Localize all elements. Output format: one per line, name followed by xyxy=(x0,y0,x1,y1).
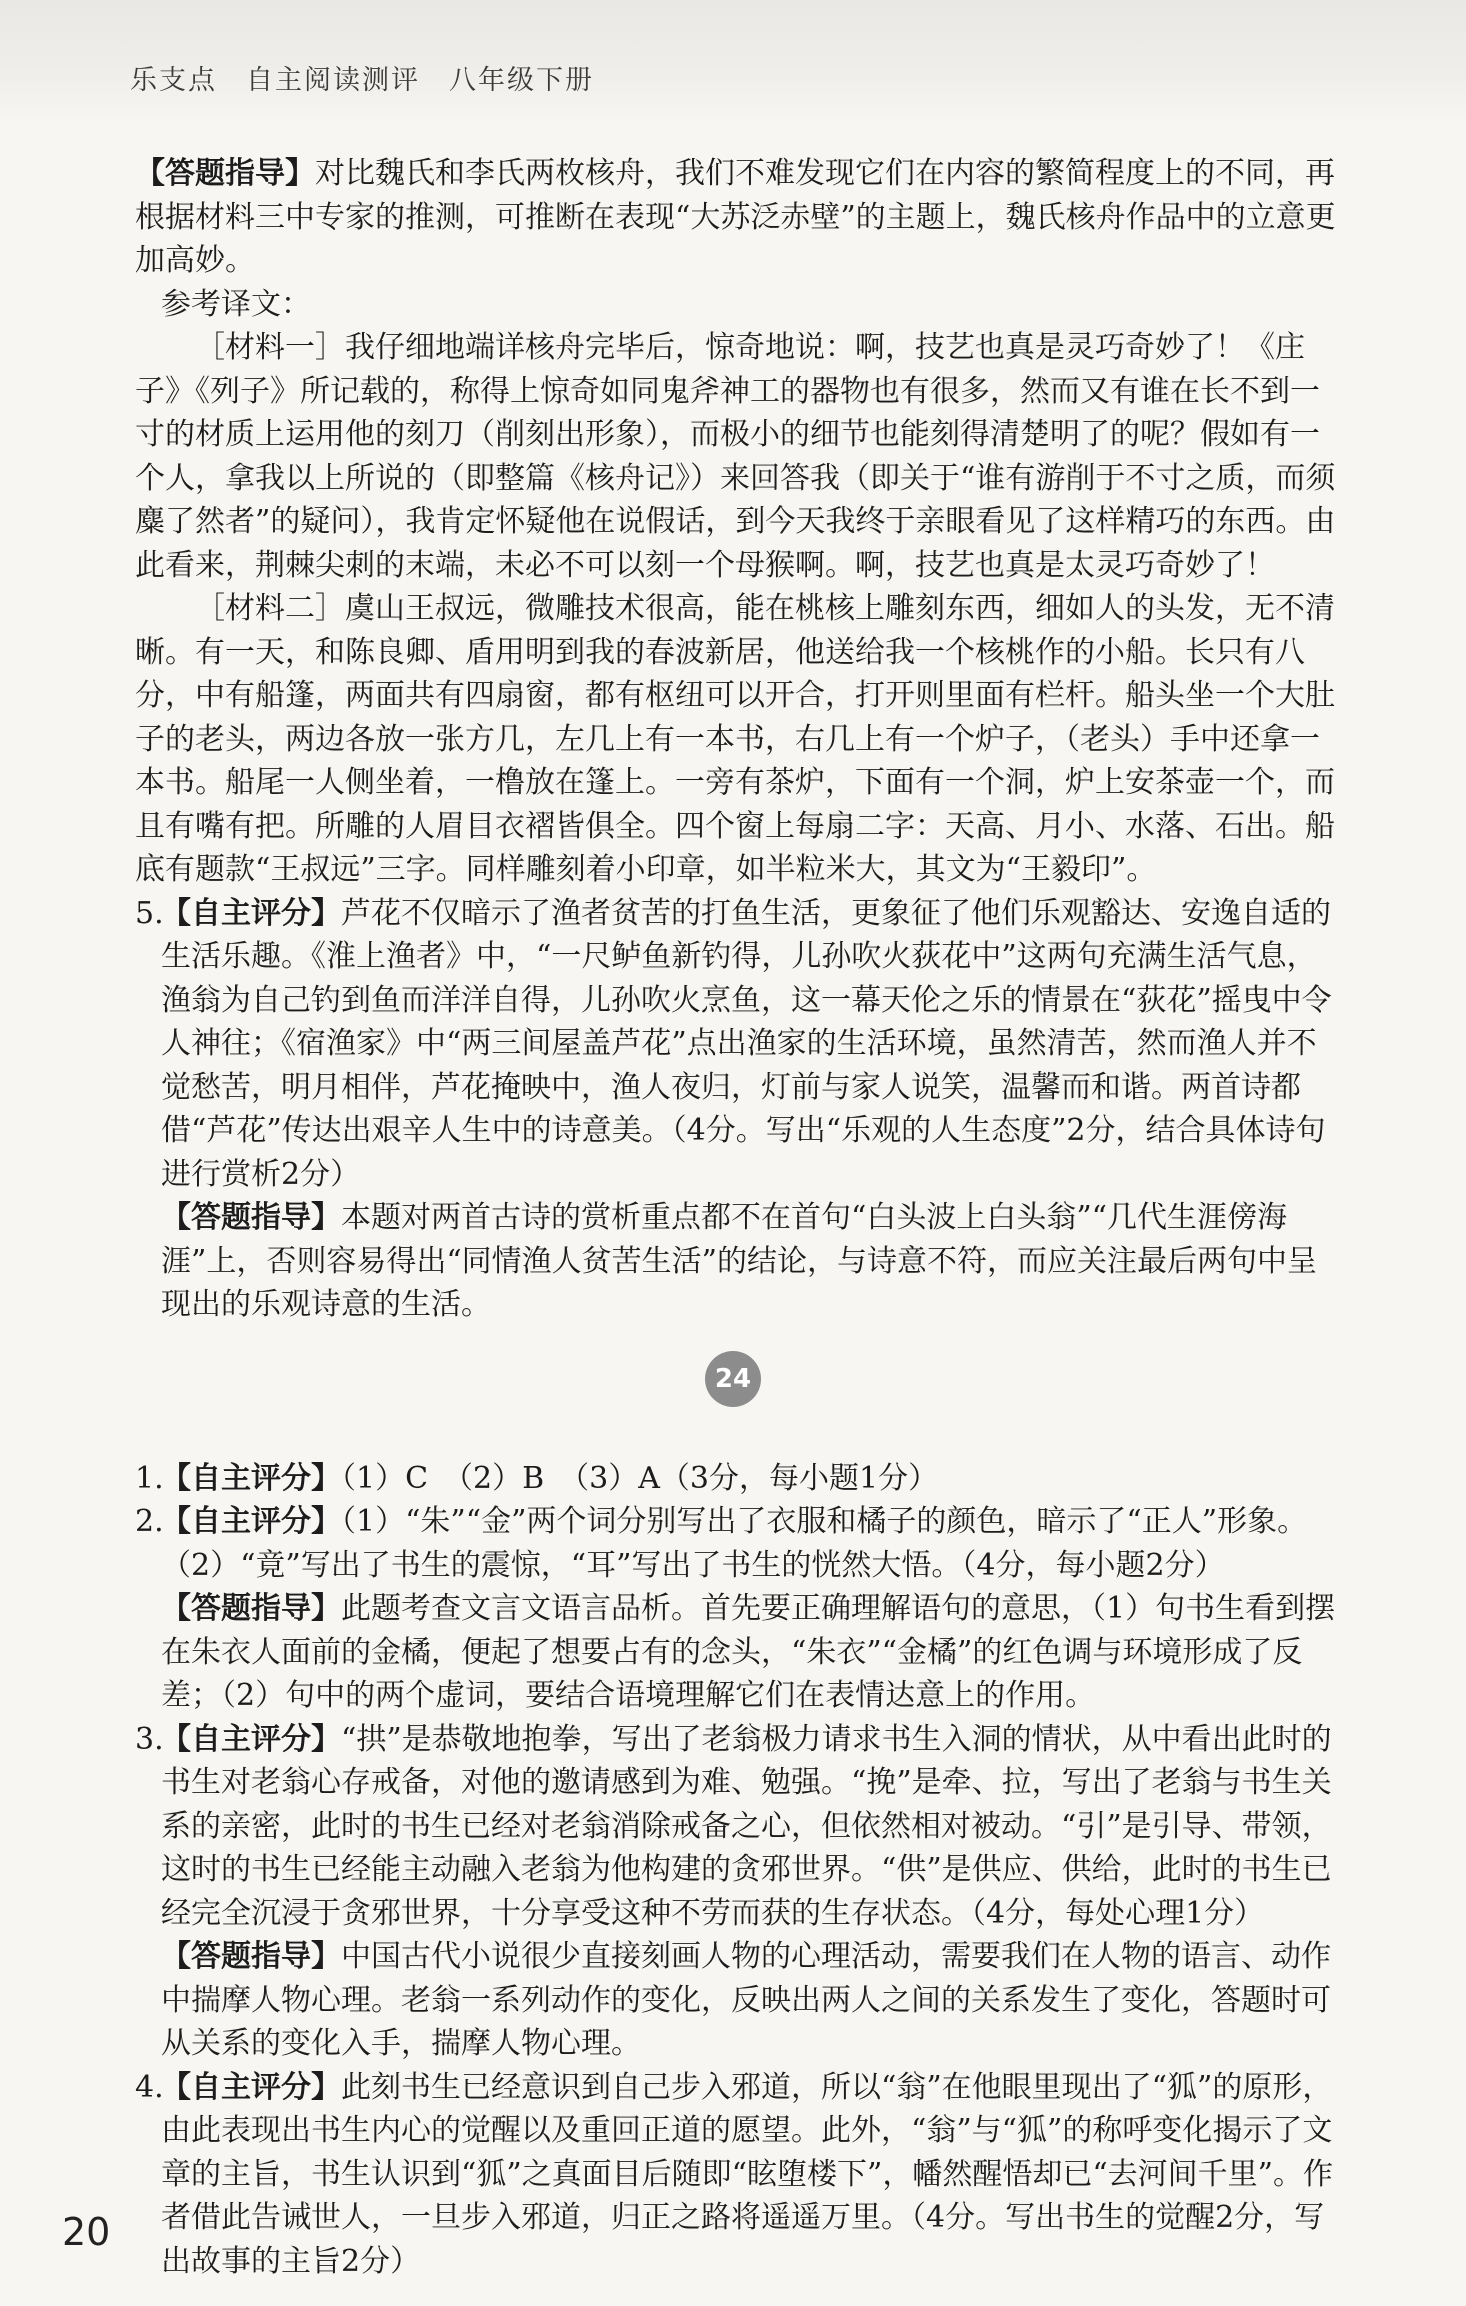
guide-paragraph xyxy=(161,1196,1340,1327)
guide-text: 中国古代小说很少直接刻画人物的心理活动，需要我们在人物的语言、动作中揣摩人物心理。老翁一系列动作的变化，反映出两人之间的关系发生了变化，答题时可从关系的变化入手，揣摩人物心理。 xyxy=(161,1939,1331,2061)
section-divider xyxy=(135,1327,1340,1457)
question-2 xyxy=(135,1500,1340,1718)
answer-label: 【自主评分】 xyxy=(161,895,341,931)
answer-label: 【自主评分】 xyxy=(161,1721,341,1757)
page-content xyxy=(135,152,1340,2283)
guide-paragraph xyxy=(135,152,1340,283)
guide-text: 对比魏氏和李氏两枚核舟，我们不难发现它们在内容的繁简程度上的不同，再根据材料三中专家的推测，可推断在表现“大苏泛赤壁”的主题上，魏氏核舟作品中的立意更加高妙。 xyxy=(135,156,1336,278)
answer-text: （1）C （2）B （3）A（3分，每小题1分） xyxy=(341,1460,939,1496)
answer-text: “拱”是恭敬地抱拳，写出了老翁极力请求书生入洞的情状，从中看出此时的书生对老翁心存戒备，对他的邀请感到为难、勉强。“挽”是牵、拉，写出了老翁与书生关系的亲密，此时的书生已经对老翁消除戒备之心，但依然相对被动。“引”是引导、带领，这时的书生已经能主动融入老翁为他构建的贪邪世界。“供”是供应、供给，此时的书生已经完全沉浸于贪邪世界，十分享受这种不劳而获的生存状态。（4分，每处心理1分） xyxy=(161,1721,1332,1931)
guide-label: 【答题指导】 xyxy=(161,1591,341,1626)
answer-paragraph xyxy=(161,1457,1340,1501)
section-number-badge: 24 xyxy=(705,1351,761,1407)
answer-label: 【自主评分】 xyxy=(161,2069,341,2105)
guide-text: 此题考查文言文语言品析。首先要正确理解语句的意思，（1）句书生看到摆在朱衣人面前的金橘，便起了想要占有的念头，“朱衣”“金橘”的红色调与环境形成了反差；（2）句中的两个虚词，要结合语境理解它们在表情达意上的作用。 xyxy=(161,1591,1336,1713)
answer-paragraph xyxy=(161,1500,1340,1587)
answer-label: 【自主评分】 xyxy=(161,1460,341,1496)
guide-paragraph xyxy=(161,1935,1340,2066)
guide-paragraph xyxy=(161,1587,1340,1718)
question-5 xyxy=(135,892,1340,1327)
book-title: 乐支点 自主阅读测评 八年级下册 xyxy=(130,65,594,96)
question-number: 5. xyxy=(135,895,164,931)
question-number: 2. xyxy=(135,1504,164,1539)
answer-paragraph xyxy=(161,892,1340,1197)
guide-text: 本题对两首古诗的赏析重点都不在首句“白头波上白头翁”“几代生涯傍海涯”上，否则容易得出“同情渔人贫苦生活”的结论，与诗意不符，而应关注最后两句中呈现出的乐观诗意的生活。 xyxy=(161,1200,1318,1322)
answer-text: 此刻书生已经意识到自己步入邪道，所以“翁”在他眼里现出了“狐”的原形，由此表现出书生内心的觉醒以及重回正道的愿望。此外，“翁”与“狐”的称呼变化揭示了文章的主旨，书生认识到“狐”之真面目后随即“眩堕楼下”，幡然醒悟却已“去河间千里”。作者借此告诫世人，一旦步入邪道，归正之路将遥遥万里。（4分。写出书生的觉醒2分，写出故事的主旨2分） xyxy=(161,2069,1334,2279)
answer-paragraph xyxy=(161,1718,1340,1936)
page-number: 20 xyxy=(62,2210,111,2254)
answer-label: 【自主评分】 xyxy=(161,1504,341,1539)
question-4 xyxy=(135,2066,1340,2284)
answer-text: （1）“朱”“金”两个词分别写出了衣服和橘子的颜色，暗示了“正人”形象。（2）“竟”写出了书生的震惊，“耳”写出了书生的恍然大悟。（4分，每小题2分） xyxy=(161,1504,1308,1583)
answer-paragraph xyxy=(161,2066,1340,2284)
question-number: 4. xyxy=(135,2069,164,2105)
question-3 xyxy=(135,1718,1340,2066)
guide-label: 【答题指导】 xyxy=(135,156,315,191)
guide-label: 【答题指导】 xyxy=(161,1939,341,1974)
material-one-text: ［材料一］我仔细地端详核舟完毕后，惊奇地说：啊，技艺也真是灵巧奇妙了！《庄子》《列子》所记载的，称得上惊奇如同鬼斧神工的器物也有很多，然而又有谁在长不到一寸的材质上运用他的刻刀（削刻出形象），而极小的细节也能刻得清楚明了的呢？假如有一个人，拿我以上所说的（即整篇《核舟记》）来回答我（即关于“谁有游削于不寸之质，而须麋了然者”的疑问），我肯定怀疑他在说假话，到今天我终于亲眼看见了这样精巧的东西。由此看来，荆棘尖刺的末端，未必不可以刻一个母猴啊。啊，技艺也真是太灵巧奇妙了！ xyxy=(135,330,1336,583)
answer-text: 芦花不仅暗示了渔者贫苦的打鱼生活，更象征了他们乐观豁达、安逸自适的生活乐趣。《淮上渔者》中，“一尺鲈鱼新钓得，儿孙吹火荻花中”这两句充满生活气息，渔翁为自己钓到鱼而洋洋自得，儿孙吹火烹鱼，这一幕天伦之乐的情景在“荻花”摇曳中令人神往；《宿渔家》中“两三间屋盖芦花”点出渔家的生活环境，虽然清苦，然而渔人并不觉愁苦，明月相伴，芦花掩映中，渔人夜归，灯前与家人说笑，温馨而和谐。两首诗都借“芦花”传达出艰辛人生中的诗意美。（4分。写出“乐观的人生态度”2分，结合具体诗句进行赏析2分） xyxy=(161,895,1332,1192)
question-number: 1. xyxy=(135,1460,164,1496)
guide-label: 【答题指导】 xyxy=(161,1200,341,1235)
page-header xyxy=(0,0,1466,125)
material-two-text: ［材料二］虞山王叔远，微雕技术很高，能在桃核上雕刻东西，细如人的头发，无不清晰。有一天，和陈良卿、盾用明到我的春波新居，他送给我一个核桃作的小船。长只有八分，中有船篷，两面共有四扇窗，都有枢纽可以开合，打开则里面有栏杆。船头坐一个大肚子的老头，两边各放一张方几，左几上有一本书，右几上有一个炉子，（老头）手中还拿一本书。船尾一人侧坐着，一橹放在篷上。一旁有茶炉，下面有一个洞，炉上安茶壶一个，而且有嘴有把。所雕的人眉目衣褶皆俱全。四个窗上每扇二字：天高、月小、水落、石出。船底有题款“王叔远”三字。同样雕刻着小印章，如半粒米大，其文为“王毅印”。 xyxy=(135,591,1335,887)
question-1 xyxy=(135,1457,1340,1501)
question-number: 3. xyxy=(135,1721,164,1757)
reference-translation-title: 参考译文： xyxy=(161,286,311,322)
